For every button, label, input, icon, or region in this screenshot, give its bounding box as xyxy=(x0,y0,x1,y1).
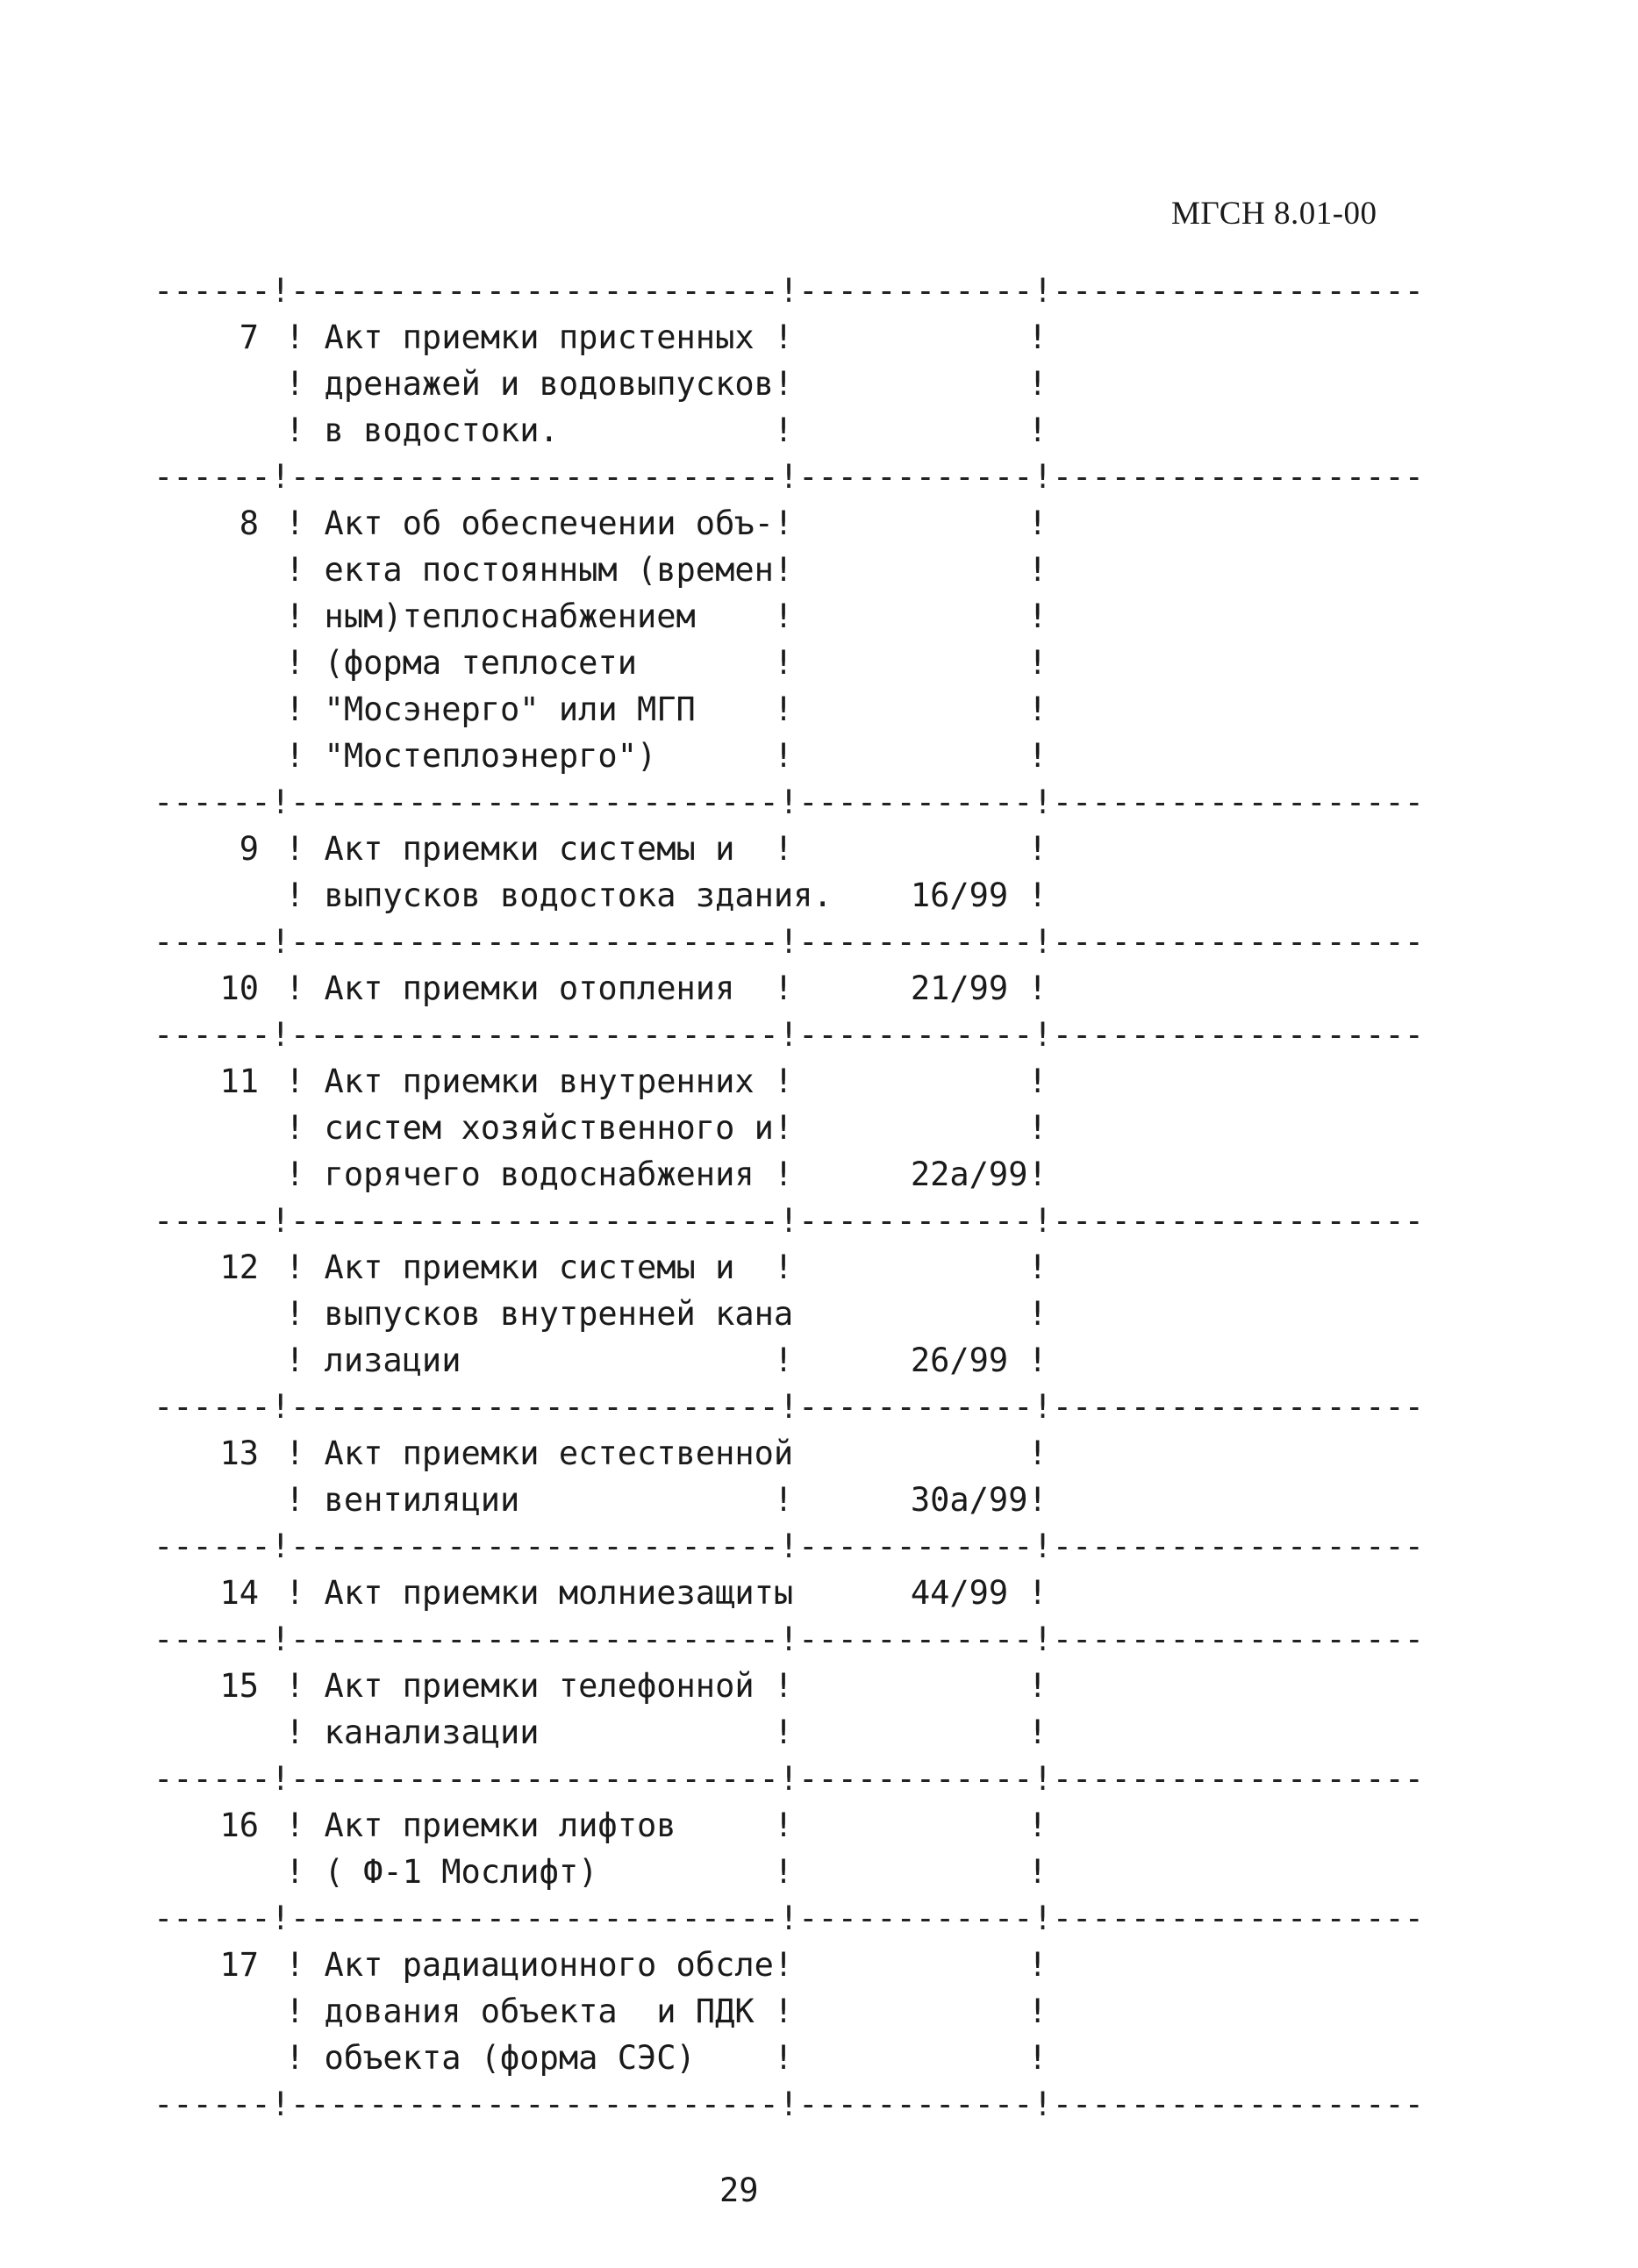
row-text: ! "Мостеплоэнерго") ! ! xyxy=(285,737,1048,775)
row-text: ! Акт об обеспечении объ-! ! xyxy=(285,504,1048,542)
table-row-line xyxy=(154,1337,1434,1384)
table-row-separator: ------!-------------------------!------------!------------------- xyxy=(154,1528,1424,1565)
table-row-line xyxy=(154,872,1434,919)
row-text: ! дования объекта и ПДК ! ! xyxy=(285,1993,1048,2030)
table-row-line xyxy=(154,314,1434,361)
table-row xyxy=(154,1663,1434,1756)
table-row-line xyxy=(154,965,1434,1012)
row-text: ! Акт радиационного обсле! ! xyxy=(285,1946,1048,1984)
row-text: ! "Мосэнерго" или МГП ! ! xyxy=(285,690,1048,728)
row-text: ! Акт приемки системы и ! ! xyxy=(285,1248,1048,1286)
table-row-line xyxy=(154,826,1434,872)
table-row xyxy=(154,1058,1434,1198)
table-row xyxy=(154,1802,1434,1895)
table-row-line xyxy=(154,733,1434,779)
table-row-separator: ------!-------------------------!------------!------------------- xyxy=(154,1760,1424,1798)
table-row-separator: ------!-------------------------!------------!------------------- xyxy=(154,783,1424,821)
table-row-line xyxy=(154,361,1434,407)
row-text: ! Акт приемки лифтов ! ! xyxy=(285,1807,1048,1844)
table-row xyxy=(154,1942,1434,2081)
table-row-separator: ------!-------------------------!------------!------------------- xyxy=(154,1621,1424,1658)
row-text: ! объекта (форма СЭС) ! ! xyxy=(285,2039,1048,2077)
row-text: ! Акт приемки системы и ! ! xyxy=(285,830,1048,868)
row-number: 10 xyxy=(219,969,259,1007)
row-text: ! (форма теплосети ! ! xyxy=(285,644,1048,682)
requirements-table xyxy=(154,268,1434,2128)
page-number: 29 xyxy=(719,2171,759,2209)
row-number: 16 xyxy=(219,1807,259,1844)
row-text: ! в водостоки. ! ! xyxy=(285,411,1048,449)
row-text: ! Акт приемки пристенных ! ! xyxy=(285,318,1048,356)
table-row-line xyxy=(154,1105,1434,1151)
row-number: 15 xyxy=(219,1667,259,1705)
table-row xyxy=(154,1244,1434,1384)
document-code: МГСН 8.01-00 xyxy=(1171,196,1377,232)
row-number: 9 xyxy=(239,830,259,868)
table-row-line xyxy=(154,1570,1434,1616)
table-row-separator: ------!-------------------------!------------!------------------- xyxy=(154,458,1424,496)
table-row xyxy=(154,500,1434,779)
row-text: ! выпусков внутренней кана ! xyxy=(285,1295,1048,1333)
table-row-line xyxy=(154,1663,1434,1709)
row-text: ! канализации ! ! xyxy=(285,1714,1048,1751)
row-number: 17 xyxy=(219,1946,259,1984)
row-text: ! Акт приемки естественной ! xyxy=(285,1434,1048,1472)
table-row xyxy=(154,1570,1434,1616)
row-text: ! Акт приемки молниезащиты 44/99 ! xyxy=(285,1574,1048,1612)
table-row-line xyxy=(154,407,1434,454)
row-text: ! дренажей и водовыпусков! ! xyxy=(285,365,1048,403)
row-text: ! горячего водоснабжения ! 22а/99! xyxy=(285,1155,1048,1193)
table-row-line xyxy=(154,1244,1434,1291)
table-row-separator: ------!-------------------------!------------!------------------- xyxy=(154,923,1424,961)
row-text: ! Акт приемки внутренних ! ! xyxy=(285,1062,1048,1100)
table-row-separator: ------!-------------------------!------------!------------------- xyxy=(154,2086,1424,2123)
table-row-separator: ------!-------------------------!------------!------------------- xyxy=(154,1016,1424,1054)
row-text: ! лизации ! 26/99 ! xyxy=(285,1341,1048,1379)
table-row-line xyxy=(154,640,1434,686)
table-row-line xyxy=(154,1988,1434,2035)
row-number: 7 xyxy=(239,318,259,356)
table-row xyxy=(154,314,1434,454)
row-text: ! Акт приемки отопления ! 21/99 ! xyxy=(285,969,1048,1007)
row-number: 11 xyxy=(219,1062,259,1100)
table-row xyxy=(154,965,1434,1012)
row-text: ! выпусков водостока здания. 16/99 ! xyxy=(285,876,1048,914)
table-row-separator: ------!-------------------------!------------!------------------- xyxy=(154,1202,1424,1240)
table-row-line xyxy=(154,1430,1434,1477)
table-row-line xyxy=(154,1151,1434,1198)
row-text: ! вентиляции ! 30а/99! xyxy=(285,1481,1048,1519)
row-number: 14 xyxy=(219,1574,259,1612)
table-row-line xyxy=(154,2035,1434,2081)
table-row-line xyxy=(154,547,1434,593)
row-text: ! ( Ф-1 Мослифт) ! ! xyxy=(285,1853,1048,1891)
row-text: ! ным)теплоснабжением ! ! xyxy=(285,597,1048,635)
table-row-line xyxy=(154,593,1434,640)
table-row-line xyxy=(154,500,1434,547)
table-row-line xyxy=(154,1477,1434,1523)
table-row xyxy=(154,826,1434,919)
table-row-separator: ------!-------------------------!------------!------------------- xyxy=(154,1900,1424,1937)
table-row-line xyxy=(154,1942,1434,1988)
row-text: ! Акт приемки телефонной ! ! xyxy=(285,1667,1048,1705)
table-row xyxy=(154,1430,1434,1523)
table-row-line xyxy=(154,1058,1434,1105)
table-row-separator: ------!-------------------------!------------!------------------- xyxy=(154,1388,1424,1426)
row-number: 13 xyxy=(219,1434,259,1472)
row-number: 12 xyxy=(219,1248,259,1286)
row-text: ! систем хозяйственного и! ! xyxy=(285,1109,1048,1147)
row-number: 8 xyxy=(239,504,259,542)
table-row-line xyxy=(154,1849,1434,1895)
table-row-line xyxy=(154,686,1434,733)
table-row-separator: ------!-------------------------!------------!------------------- xyxy=(154,272,1424,310)
table-row-line xyxy=(154,1802,1434,1849)
row-text: ! екта постоянным (времен! ! xyxy=(285,551,1048,589)
table-row-line xyxy=(154,1709,1434,1756)
table-row-line xyxy=(154,1291,1434,1337)
